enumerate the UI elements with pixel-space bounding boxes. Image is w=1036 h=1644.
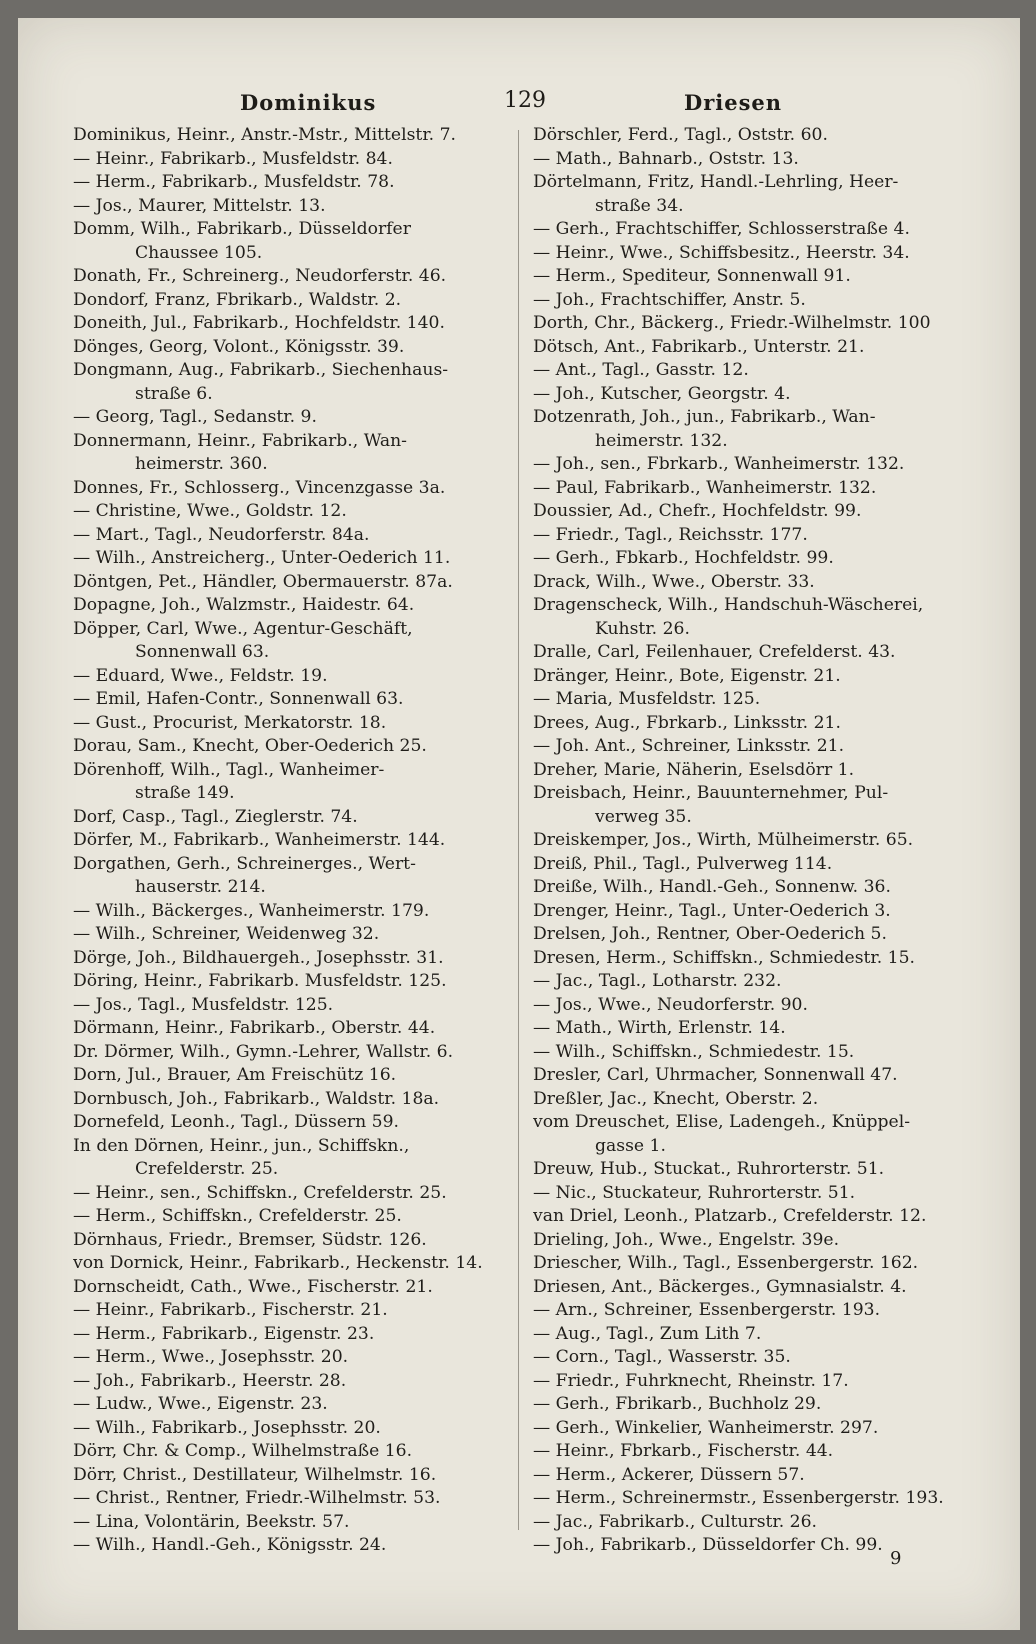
directory-entry-line: — Emil, Hafen-Contr., Sonnenwall 63. (73, 689, 404, 709)
directory-entry-line: Driescher, Wilh., Tagl., Essenbergerstr. 162. (533, 1253, 919, 1273)
directory-entry-line: — Jos., Wwe., Neudorferstr. 90. (533, 994, 808, 1015)
directory-entry-line: — Joh. Ant., Schreiner, Linksstr. 21. (533, 736, 845, 756)
right-column (533, 124, 973, 1558)
directory-entry-line: — Heinr., Fabrikarb., Fischerstr. 21. (73, 1300, 388, 1320)
directory-entry-line: — Jos., Tagl., Musfeldstr. 125. (73, 994, 334, 1015)
directory-entry-line: Drelsen, Joh., Rentner, Ober-Oederich 5. (533, 924, 887, 944)
directory-entry-line: — Joh., Fabrikarb., Düsseldorfer Ch. 99. (533, 1535, 883, 1555)
directory-entry-line: — Wilh., Fabrikarb., Josephsstr. 20. (73, 1417, 381, 1438)
directory-entry-line: Sonnenwall 63. (135, 642, 270, 662)
directory-entry-line: Dörnhaus, Friedr., Bremser, Südstr. 126. (73, 1229, 427, 1250)
directory-entry-line: Dreiße, Wilh., Handl.-Geh., Sonnenw. 36. (533, 877, 891, 897)
page-number: 129 (504, 88, 546, 113)
directory-entry-line: — Herm., Wwe., Josephsstr. 20. (73, 1347, 349, 1367)
directory-entry-line: — Heinr., Wwe., Schiffsbesitz., Heerstr. 34. (533, 242, 910, 263)
directory-entry-line: Dorn, Jul., Brauer, Am Freischütz 16. (73, 1065, 397, 1085)
signature-mark: 9 (890, 1548, 902, 1569)
directory-entry-line: gasse 1. (595, 1135, 666, 1156)
directory-entry-line: Dreher, Marie, Näherin, Eselsdörr 1. (533, 759, 855, 780)
directory-entry-line: Dondorf, Franz, Fbrikarb., Waldstr. 2. (73, 289, 402, 310)
directory-entry-line: Donnermann, Heinr., Fabrikarb., Wan- (73, 430, 407, 451)
directory-entry-line: Driesen, Ant., Bäckerges., Gymnasialstr. 4. (533, 1276, 907, 1297)
directory-entry-line: — Jac., Tagl., Lotharstr. 232. (533, 971, 782, 991)
directory-entry-line: — Arn., Schreiner, Essenbergerstr. 193. (533, 1300, 881, 1320)
directory-entry-line: — Christine, Wwe., Goldstr. 12. (73, 501, 347, 521)
directory-entry-line: — Gerh., Fbkarb., Hochfeldstr. 99. (533, 548, 834, 568)
directory-entry-line: — Joh., sen., Fbrkarb., Wanheimerstr. 132. (533, 454, 905, 474)
directory-entry-line: — Corn., Tagl., Wasserstr. 35. (533, 1347, 791, 1367)
directory-entry-line: Drees, Aug., Fbrkarb., Linksstr. 21. (533, 712, 841, 733)
directory-entry-line: — Herm., Schreinermstr., Essenbergerstr. 193. (533, 1488, 944, 1508)
directory-entry-line: Dreßler, Jac., Knecht, Oberstr. 2. (533, 1088, 819, 1109)
directory-entry-line: Dörfer, M., Fabrikarb., Wanheimerstr. 144. (73, 830, 446, 850)
directory-entry-line: — Wilh., Schiffskn., Schmiedestr. 15. (533, 1041, 855, 1062)
directory-entry-line: — Math., Wirth, Erlenstr. 14. (533, 1018, 786, 1038)
directory-entry-line: — Herm., Fabrikarb., Eigenstr. 23. (73, 1323, 375, 1344)
directory-entry-line: Donnes, Fr., Schlosserg., Vincenzgasse 3a. (73, 477, 446, 498)
directory-entry-line: Dörmann, Heinr., Fabrikarb., Oberstr. 44. (73, 1018, 436, 1038)
directory-entry-line: Dönges, Georg, Volont., Königsstr. 39. (73, 336, 405, 357)
header-right-catchword: Driesen (684, 90, 783, 115)
directory-entry-line: — Maria, Musfeldstr. 125. (533, 689, 761, 709)
directory-entry-line: — Jac., Fabrikarb., Culturstr. 26. (533, 1511, 818, 1532)
directory-entry-line: — Gust., Procurist, Merkatorstr. 18. (73, 712, 387, 733)
directory-entry-line: Dresen, Herm., Schiffskn., Schmiedestr. 15. (533, 947, 916, 968)
directory-entry-line: — Paul, Fabrikarb., Wanheimerstr. 132. (533, 477, 877, 498)
directory-entry-line: — Heinr., Fabrikarb., Musfeldstr. 84. (73, 148, 393, 169)
page-header (18, 82, 1020, 122)
directory-entry-line: van Driel, Leonh., Platzarb., Crefelderstr. 12. (533, 1206, 927, 1226)
directory-entry-line: — Georg, Tagl., Sedanstr. 9. (73, 407, 317, 427)
directory-entry-line: Dörr, Chr. & Comp., Wilhelmstraße 16. (73, 1441, 413, 1461)
directory-entry-line: Drieling, Joh., Wwe., Engelstr. 39e. (533, 1229, 840, 1250)
directory-entry-line: Dreuw, Hub., Stuckat., Ruhrorterstr. 51. (533, 1159, 885, 1179)
column-divider (518, 130, 519, 1530)
directory-entry-line: Dralle, Carl, Feilenhauer, Crefelderst. 43. (533, 642, 896, 662)
directory-entry-line: — Gerh., Fbrikarb., Buchholz 29. (533, 1394, 822, 1414)
directory-entry-line: — Lina, Volontärin, Beekstr. 57. (73, 1511, 350, 1532)
directory-entry-line: Döpper, Carl, Wwe., Agentur-Geschäft, (73, 618, 413, 639)
directory-entry-line: Kuhstr. 26. (595, 618, 690, 639)
directory-entry-line: — Wilh., Anstreicherg., Unter-Oederich 11. (73, 548, 451, 568)
directory-entry-line: — Joh., Frachtschiffer, Anstr. 5. (533, 289, 806, 310)
directory-entry-line: — Herm., Fabrikarb., Musfeldstr. 78. (73, 172, 395, 192)
directory-entry-line: — Herm., Spediteur, Sonnenwall 91. (533, 266, 851, 286)
directory-entry-line: In den Dörnen, Heinr., jun., Schiffskn., (73, 1135, 410, 1156)
directory-entry-line: Drack, Wilh., Wwe., Oberstr. 33. (533, 571, 815, 592)
directory-entry-line: Dörtelmann, Fritz, Handl.-Lehrling, Heer- (533, 172, 899, 192)
directory-entry-line: — Gerh., Winkelier, Wanheimerstr. 297. (533, 1417, 879, 1438)
directory-entry-line: — Ant., Tagl., Gasstr. 12. (533, 360, 749, 380)
directory-entry-line: Doussier, Ad., Chefr., Hochfeldstr. 99. (533, 501, 862, 521)
directory-entry-line: Dorau, Sam., Knecht, Ober-Oederich 25. (73, 736, 427, 756)
directory-entry-line: Dorf, Casp., Tagl., Zieglerstr. 74. (73, 806, 358, 827)
directory-entry-line: heimerstr. 132. (595, 430, 728, 451)
directory-entry-line: Doneith, Jul., Fabrikarb., Hochfeldstr. 140. (73, 313, 445, 333)
directory-entry-line: Dornbusch, Joh., Fabrikarb., Waldstr. 18a. (73, 1088, 440, 1109)
directory-entry-line: heimerstr. 360. (135, 454, 268, 474)
directory-entry-line: verweg 35. (595, 806, 692, 827)
directory-entry-line: hauserstr. 214. (135, 877, 266, 897)
directory-entry-line: — Wilh., Schreiner, Weidenweg 32. (73, 924, 380, 944)
directory-entry-line: — Jos., Maurer, Mittelstr. 13. (73, 195, 326, 216)
directory-entry-line: — Mart., Tagl., Neudorferstr. 84a. (73, 524, 370, 545)
directory-entry-line: straße 34. (595, 195, 684, 216)
directory-entry-line: von Dornick, Heinr., Fabrikarb., Heckenstr. 14. (73, 1253, 483, 1273)
directory-entry-line: — Herm., Schiffskn., Crefelderstr. 25. (73, 1206, 402, 1226)
directory-entry-line: Dreiß, Phil., Tagl., Pulverweg 114. (533, 853, 833, 874)
directory-entry-line: — Joh., Kutscher, Georgstr. 4. (533, 383, 791, 404)
directory-entry-line: — Friedr., Fuhrknecht, Rheinstr. 17. (533, 1370, 849, 1391)
directory-entry-line: Dornscheidt, Cath., Wwe., Fischerstr. 21. (73, 1276, 433, 1297)
directory-entry-line: Dötsch, Ant., Fabrikarb., Unterstr. 21. (533, 336, 865, 357)
directory-entry-line: — Herm., Ackerer, Düssern 57. (533, 1464, 805, 1485)
directory-entry-line: Dragenscheck, Wilh., Handschuh-Wäscherei, (533, 595, 924, 615)
directory-entry-line: Dorth, Chr., Bäckerg., Friedr.-Wilhelmstr. 100 (533, 313, 931, 333)
directory-entry-line: — Nic., Stuckateur, Ruhrorterstr. 51. (533, 1182, 856, 1203)
directory-entry-line: — Aug., Tagl., Zum Lith 7. (533, 1323, 762, 1344)
directory-entry-line: Dongmann, Aug., Fabrikarb., Siechenhaus- (73, 360, 449, 380)
directory-entry-line: straße 6. (135, 383, 213, 404)
directory-entry-line: — Christ., Rentner, Friedr.-Wilhelmstr. 53. (73, 1488, 441, 1508)
directory-entry-line: Crefelderstr. 25. (135, 1159, 279, 1179)
directory-entry-line: — Gerh., Frachtschiffer, Schlosserstraße 4. (533, 219, 910, 239)
directory-entry-line: Dopagne, Joh., Walzmstr., Haidestr. 64. (73, 595, 415, 615)
directory-entry-line: — Ludw., Wwe., Eigenstr. 23. (73, 1394, 328, 1414)
directory-entry-line: Dörr, Christ., Destillateur, Wilhelmstr. 16. (73, 1464, 437, 1485)
directory-entry-line: Drenger, Heinr., Tagl., Unter-Oederich 3. (533, 900, 891, 921)
directory-entry-line: — Wilh., Bäckerges., Wanheimerstr. 179. (73, 900, 430, 921)
directory-entry-line: — Heinr., sen., Schiffskn., Crefelderstr. 25. (73, 1182, 447, 1203)
directory-entry-line: Dornefeld, Leonh., Tagl., Düssern 59. (73, 1112, 400, 1132)
directory-page (18, 18, 1020, 1630)
directory-entry-line: Dreisbach, Heinr., Bauunternehmer, Pul- (533, 783, 889, 803)
directory-entry-line: vom Dreuschet, Elise, Ladengeh., Knüppel- (533, 1112, 911, 1132)
directory-entry-line: — Heinr., Fbrkarb., Fischerstr. 44. (533, 1441, 834, 1461)
directory-entry-line: Donath, Fr., Schreinerg., Neudorferstr. 46. (73, 266, 447, 286)
directory-entry-line: — Joh., Fabrikarb., Heerstr. 28. (73, 1370, 347, 1391)
directory-entry-line: Dominikus, Heinr., Anstr.-Mstr., Mittelstr. 7. (73, 125, 456, 145)
left-column (73, 124, 513, 1558)
header-left-catchword: Dominikus (240, 90, 377, 115)
directory-entry-line: Döring, Heinr., Fabrikarb. Musfeldstr. 125. (73, 971, 447, 991)
directory-entry-line: Dränger, Heinr., Bote, Eigenstr. 21. (533, 665, 841, 686)
directory-entry-line: straße 149. (135, 783, 235, 803)
directory-entry-line: Dörschler, Ferd., Tagl., Oststr. 60. (533, 125, 828, 145)
directory-entry-line: — Friedr., Tagl., Reichsstr. 177. (533, 524, 808, 545)
directory-entry-line: Dörenhoff, Wilh., Tagl., Wanheimer- (73, 759, 385, 780)
directory-entry-line: — Wilh., Handl.-Geh., Königsstr. 24. (73, 1535, 387, 1555)
directory-entry-line: Dreiskemper, Jos., Wirth, Mülheimerstr. 65. (533, 830, 914, 850)
directory-entry-line: Dörge, Joh., Bildhauergeh., Josephsstr. 31. (73, 947, 444, 968)
directory-entry-line: Chaussee 105. (135, 242, 263, 263)
directory-entry-line: Dr. Dörmer, Wilh., Gymn.-Lehrer, Wallstr. 6. (73, 1041, 454, 1062)
directory-entry-line: Döntgen, Pet., Händler, Obermauerstr. 87a. (73, 571, 453, 592)
directory-entry-line: Dotzenrath, Joh., jun., Fabrikarb., Wan- (533, 407, 876, 427)
directory-entry-line: Dorgathen, Gerh., Schreinerges., Wert- (73, 853, 416, 874)
directory-entry-line: — Math., Bahnarb., Oststr. 13. (533, 148, 799, 169)
directory-entry-line: Dresler, Carl, Uhrmacher, Sonnenwall 47. (533, 1065, 898, 1085)
directory-entry-line: Domm, Wilh., Fabrikarb., Düsseldorfer (73, 219, 411, 239)
directory-entry-line: — Eduard, Wwe., Feldstr. 19. (73, 665, 328, 686)
